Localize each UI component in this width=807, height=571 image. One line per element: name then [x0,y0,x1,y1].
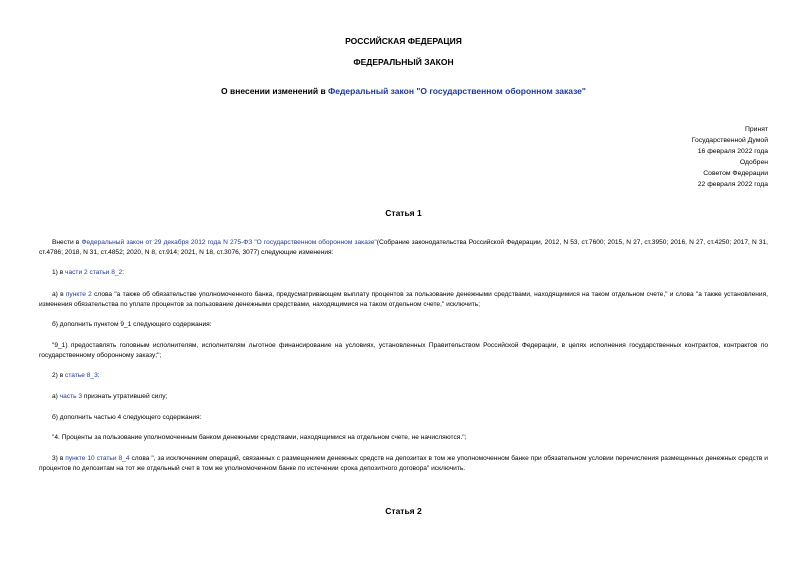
adoption-line: Принят [744,126,768,133]
item-3-prefix: 3) в [52,455,66,462]
adoption-line: Советом Федерации [703,169,768,177]
intro-law-link[interactable]: Федеральный закон от 29 декабря 2012 года N 275-ФЗ "О государственном оборонном заказе" [81,239,377,246]
article-1-heading: Статья 1 [385,208,422,218]
item-1b: б) дополнить пунктом 9_1 следующего содержания: [52,321,212,328]
item-1a-prefix: а) в [52,291,66,298]
item-1a [39,290,768,310]
law-title [0,86,807,96]
item-2a-link[interactable]: часть 3 [59,393,83,400]
adoption-line: 16 февраля 2022 года [697,147,768,155]
item-1-link[interactable]: части 2 статьи 8_2 [65,269,123,276]
item-3 [39,454,768,474]
item-2-prefix: 2) в [52,372,66,379]
law-type-heading: ФЕДЕРАЛЬНЫЙ ЗАКОН [353,57,454,67]
item-2b: б) дополнить частью 4 следующего содержания: [52,414,202,421]
item-2 [39,371,768,381]
item-2b-quote: "4. Проценты за пользование уполномоченным банком денежными средствами, находящимися на отдельном счете, не начисляются."; [52,434,467,441]
item-3-link[interactable]: пункте 10 статьи 8_4 [65,455,130,462]
item-2a-prefix: а) [52,393,60,400]
adoption-line: Одобрен [739,158,768,166]
item-1 [39,268,768,278]
item-1-suffix: : [122,269,125,276]
article-2-heading: Статья 2 [385,506,422,516]
adoption-block [692,125,768,190]
adoption-line: Государственной Думой [691,136,768,144]
adoption-line: 22 февраля 2022 года [697,180,768,188]
item-1b-quote: "9_1) предоставлять головным исполнителям, исполнителям льготное финансирование на условиях, установленных Правительством Российской Федерации, в целях исполнения государственных контрактов, контрактов по государственному оборонному заказу;"; [39,342,768,359]
item-3-suffix: слова ", за исключением операций, связанных с размещением денежных средств на депозитах в том же уполномоченном банке при обязательном условии перечисления размещенных денежных средств и процентов по депозитам на тот же отдельный счет в том же уполномоченном банке по истечении срока депозитного договора" исключить. [39,455,768,472]
item-1a-link[interactable]: пункте 2 [65,291,92,298]
intro-prefix: Внести в [52,239,82,246]
item-1a-suffix: слова "а также об обязательстве уполномоченного банка, предусматривающем выплату процентов за пользование денежными средствами, находящимися на таком отдельном счете," и слова "а также установления, изменения обязательства по уплате процентов за пользование денежными средствами, находящимися на таком отдельном счете," исключить; [39,291,768,308]
law-title-prefix: О внесении изменений в [221,86,329,96]
item-2-suffix: : [97,372,100,379]
item-2-link[interactable]: статье 8_3 [65,372,98,379]
item-2a [39,392,768,402]
item-2a-suffix: признать утратившей силу; [82,393,168,400]
article-1-intro [39,238,768,258]
law-title-link[interactable]: Федеральный закон "О государственном оборонном заказе" [328,86,586,96]
intro-suffix: (Собрание законодательства Российской Федерации, 2012, N 53, ст.7600; 2015, N 27, ст.3950; 2016, N 27, ст.4250; 2017, N 31, ст.4786; 2018, N 31, ст.4852; 2020, N 8, ст.914; 2021, N 18, ст.3076, 3077) следующие изменения: [39,239,769,256]
country-heading: РОССИЙСКАЯ ФЕДЕРАЦИЯ [345,36,462,46]
item-1-prefix: 1) в [52,269,66,276]
